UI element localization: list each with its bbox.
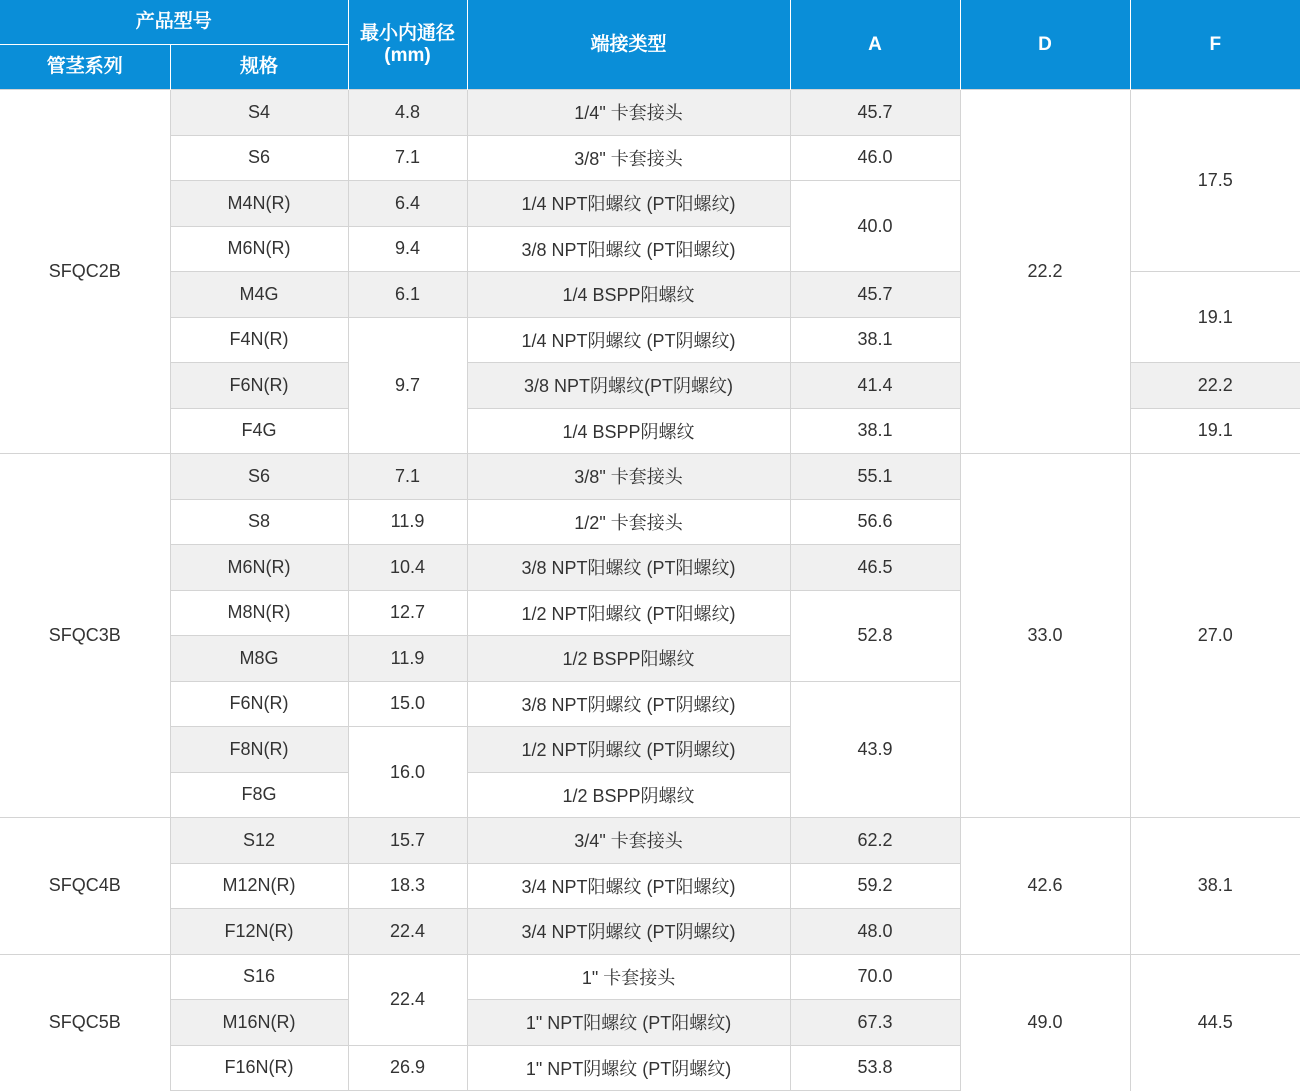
spec-cell: F4N(R): [170, 317, 348, 363]
end-type-cell: 1/2" 卡套接头: [467, 499, 790, 545]
spec-cell: M4G: [170, 272, 348, 318]
end-type-cell: 1/4" 卡套接头: [467, 90, 790, 136]
end-type-cell: 1/4 BSPP阳螺纹: [467, 272, 790, 318]
end-type-cell: 3/8" 卡套接头: [467, 135, 790, 181]
a-cell: 70.0: [790, 954, 960, 1000]
spec-cell: S12: [170, 818, 348, 864]
a-cell: 48.0: [790, 909, 960, 955]
bore-cell: 10.4: [348, 545, 467, 591]
table-body: [0, 90, 1300, 1091]
header-spec: 规格: [170, 45, 348, 90]
spec-cell: S6: [170, 454, 348, 500]
a-cell: 45.7: [790, 90, 960, 136]
header-col-a: A: [790, 0, 960, 90]
header-min-bore: [348, 0, 467, 90]
spec-cell: M16N(R): [170, 1000, 348, 1046]
a-cell: 46.0: [790, 135, 960, 181]
bore-cell: 6.4: [348, 181, 467, 227]
spec-cell: M8G: [170, 636, 348, 682]
end-type-cell: 1" NPT阳螺纹 (PT阳螺纹): [467, 1000, 790, 1046]
end-type-cell: 3/8 NPT阳螺纹 (PT阳螺纹): [467, 545, 790, 591]
d-cell: 49.0: [960, 954, 1130, 1091]
bore-cell: 22.4: [348, 954, 467, 1045]
spec-cell: M6N(R): [170, 545, 348, 591]
end-type-cell: 1/4 BSPP阴螺纹: [467, 408, 790, 454]
spec-cell: M8N(R): [170, 590, 348, 636]
end-type-cell: 1/4 NPT阳螺纹 (PT阳螺纹): [467, 181, 790, 227]
bore-cell: 11.9: [348, 636, 467, 682]
spec-cell: M4N(R): [170, 181, 348, 227]
end-type-cell: 3/4 NPT阳螺纹 (PT阳螺纹): [467, 863, 790, 909]
series-cell: SFQC5B: [0, 954, 170, 1091]
table-row: [0, 454, 1300, 500]
end-type-cell: 1/4 NPT阴螺纹 (PT阴螺纹): [467, 317, 790, 363]
f-cell: 38.1: [1130, 818, 1300, 955]
spec-cell: M6N(R): [170, 226, 348, 272]
spec-cell: S4: [170, 90, 348, 136]
table-row: [0, 954, 1300, 1000]
a-cell: 52.8: [790, 590, 960, 681]
bore-cell: 7.1: [348, 135, 467, 181]
spec-cell: M12N(R): [170, 863, 348, 909]
end-type-cell: 3/4 NPT阴螺纹 (PT阴螺纹): [467, 909, 790, 955]
bore-cell: 15.7: [348, 818, 467, 864]
bore-cell: 26.9: [348, 1045, 467, 1091]
series-cell: SFQC4B: [0, 818, 170, 955]
a-cell: 55.1: [790, 454, 960, 500]
header-col-f: F: [1130, 0, 1300, 90]
f-cell: 19.1: [1130, 272, 1300, 363]
end-type-cell: 1/2 BSPP阴螺纹: [467, 772, 790, 818]
table-header: [0, 0, 1300, 90]
bore-cell: 6.1: [348, 272, 467, 318]
spec-cell: S16: [170, 954, 348, 1000]
d-cell: 22.2: [960, 90, 1130, 454]
d-cell: 33.0: [960, 454, 1130, 818]
end-type-cell: 1/2 NPT阳螺纹 (PT阳螺纹): [467, 590, 790, 636]
spec-cell: F4G: [170, 408, 348, 454]
spec-cell: F6N(R): [170, 363, 348, 409]
end-type-cell: 1" NPT阴螺纹 (PT阴螺纹): [467, 1045, 790, 1091]
table-row: [0, 818, 1300, 864]
series-cell: SFQC2B: [0, 90, 170, 454]
a-cell: 45.7: [790, 272, 960, 318]
a-cell: 38.1: [790, 317, 960, 363]
a-cell: 40.0: [790, 181, 960, 272]
a-cell: 59.2: [790, 863, 960, 909]
a-cell: 43.9: [790, 681, 960, 818]
d-cell: 42.6: [960, 818, 1130, 955]
bore-cell: 15.0: [348, 681, 467, 727]
spec-cell: F6N(R): [170, 681, 348, 727]
bore-cell: 9.7: [348, 317, 467, 454]
a-cell: 38.1: [790, 408, 960, 454]
f-cell: 27.0: [1130, 454, 1300, 818]
header-product-model: 产品型号: [0, 0, 348, 45]
table-row: [0, 90, 1300, 136]
spec-cell: F16N(R): [170, 1045, 348, 1091]
bore-cell: 16.0: [348, 727, 467, 818]
end-type-cell: 1/2 NPT阴螺纹 (PT阴螺纹): [467, 727, 790, 773]
series-cell: SFQC3B: [0, 454, 170, 818]
header-tube-series: 管茎系列: [0, 45, 170, 90]
bore-cell: 22.4: [348, 909, 467, 955]
a-cell: 56.6: [790, 499, 960, 545]
bore-cell: 18.3: [348, 863, 467, 909]
end-type-cell: 3/4" 卡套接头: [467, 818, 790, 864]
spec-cell: F12N(R): [170, 909, 348, 955]
header-min-bore-label: 最小内通径: [360, 22, 456, 44]
header-end-type: 端接类型: [467, 0, 790, 90]
end-type-cell: 3/8 NPT阴螺纹 (PT阴螺纹): [467, 681, 790, 727]
spec-cell: S6: [170, 135, 348, 181]
a-cell: 67.3: [790, 1000, 960, 1046]
spec-cell: F8G: [170, 772, 348, 818]
bore-cell: 7.1: [348, 454, 467, 500]
a-cell: 46.5: [790, 545, 960, 591]
f-cell: 19.1: [1130, 408, 1300, 454]
bore-cell: 9.4: [348, 226, 467, 272]
header-min-bore-unit: (mm): [384, 44, 431, 66]
end-type-cell: 1/2 BSPP阳螺纹: [467, 636, 790, 682]
spec-cell: F8N(R): [170, 727, 348, 773]
end-type-cell: 1" 卡套接头: [467, 954, 790, 1000]
f-cell: 44.5: [1130, 954, 1300, 1091]
a-cell: 62.2: [790, 818, 960, 864]
end-type-cell: 3/8 NPT阳螺纹 (PT阳螺纹): [467, 226, 790, 272]
end-type-cell: 3/8 NPT阴螺纹(PT阴螺纹): [467, 363, 790, 409]
bore-cell: 4.8: [348, 90, 467, 136]
f-cell: 17.5: [1130, 90, 1300, 272]
end-type-cell: 3/8" 卡套接头: [467, 454, 790, 500]
bore-cell: 11.9: [348, 499, 467, 545]
f-cell: 22.2: [1130, 363, 1300, 409]
spec-cell: S8: [170, 499, 348, 545]
header-col-d: D: [960, 0, 1130, 90]
a-cell: 53.8: [790, 1045, 960, 1091]
bore-cell: 12.7: [348, 590, 467, 636]
a-cell: 41.4: [790, 363, 960, 409]
